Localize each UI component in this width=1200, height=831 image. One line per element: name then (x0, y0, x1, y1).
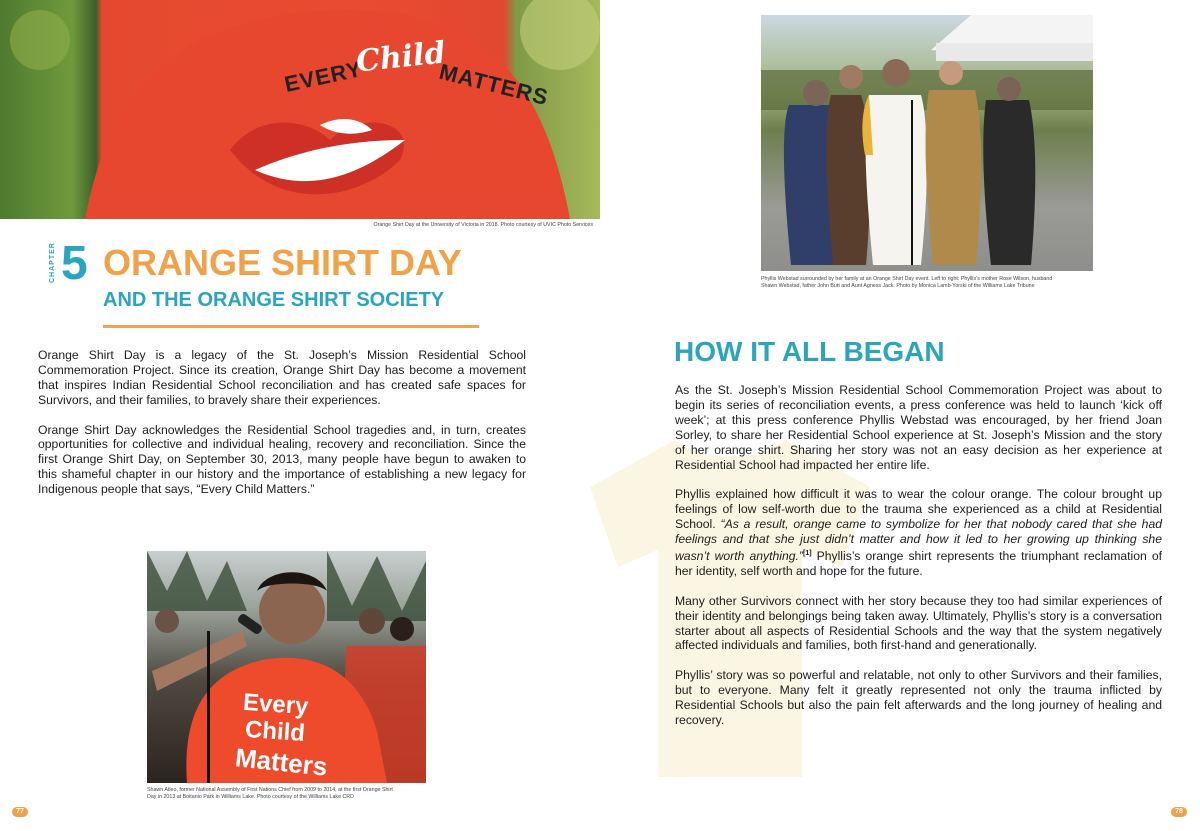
photo-orange-shirt-back (0, 0, 600, 219)
chapter-title: ORANGE SHIRT DAY (103, 242, 462, 283)
shirt-text-line-2: Child (244, 715, 306, 748)
chapter-label: CHAPTER (49, 242, 56, 283)
photo3-caption: Shawn Atleo, former National Assembly of First Nations Chief from 2009 to 2014, at the first Orange Shirt Day in 2013 at Boitanio Park in Williams Lake. Photo courtesy of the Williams Lake CRD (147, 787, 393, 801)
phyllis-quote: “As a result, orange came to symbolize for her that nobody cared that she had feelings and that she just didn’t matter and how it led to her growing up thinking she wasn’t worth anything.” (675, 517, 1162, 564)
footnote-ref[interactable]: [1] (802, 549, 812, 557)
shirt-text-matters: MATTERS (436, 58, 552, 111)
section-heading: HOW IT ALL BEGAN (674, 336, 945, 367)
shirt-text-line-1: Every (242, 688, 310, 721)
photo-phyllis-family (761, 15, 1093, 271)
chapter-divider (103, 325, 479, 328)
shirt-text-child: Child (354, 35, 448, 80)
chapter-subtitle: AND THE ORANGE SHIRT SOCIETY (103, 289, 445, 311)
page-number-right: 78 (1171, 807, 1187, 817)
right-paragraph-2 (675, 487, 1162, 579)
left-body (38, 348, 526, 512)
right-paragraph-2-start: Phyllis explained how difficult it was to wear the colour orange. The colour brought up feelings of low self-worth due to the trauma she experienced as a child at Residential School. (675, 487, 1162, 532)
shirt-text-every: EVERY (282, 56, 365, 97)
shirt-text-line-3: Matters (233, 742, 329, 782)
right-body (675, 383, 1162, 743)
right-paragraph-2-end: Phyllis’s orange shirt represents the triumphant reclamation of her identity, self worth and hope for the future. (675, 549, 1162, 578)
right-paragraph-1: As the St. Joseph’s Mission Residential School Commemoration Project was about to begin its series of reconciliation events, a press conference was held to launch ‘kick off week’; at this press conference Phyllis Webstad was encouraged, by her friend Joan Sorley, to share her Residential School experience at St. Joseph’s Mission and the story of her orange shirt. Sharing her story was not an easy decision as her experience at Residential School had impacted her entire life. (675, 383, 1162, 472)
left-paragraph-2: Orange Shirt Day acknowledges the Residential School tragedies and, in turn, creates opportunities for collective and individual healing, recovery and reconciliation. Since the first Orange Shirt Day, on September 30, 2013, many people have begun to awaken to this shameful chapter in our history and the importance of establishing a new legacy for Indigenous people that says, “Every Child Matters.” (38, 422, 526, 497)
right-paragraph-3: Many other Survivors connect with her story because they too had similar experiences of their identity and belongings being taken away. Ultimately, Phyllis’s story is a conversation starter about all aspects of Residential Schools and the way that the system negatively affected individuals and families, both first-hand and generationally. (675, 593, 1162, 653)
right-paragraph-4: Phyllis’ story was so powerful and relatable, not only to other Survivors and their families, but to everyone. Many felt it greatly represented not only the trauma inflicted by Residential Schools but also the pain felt afterwards and the long journey of healing and recovery. (675, 668, 1162, 727)
photo-shawn-atleo (147, 551, 426, 783)
page-number-left: 77 (12, 807, 28, 817)
chapter-number: 5 (61, 237, 88, 290)
left-paragraph-1: Orange Shirt Day is a legacy of the St. Joseph’s Mission Residential School Commemoration Project. Since its creation, Orange Shirt Day has become a movement that inspires Indian Residential School reconciliation and has created safe spaces for Survivors, and their families, to bravely share their experiences. (38, 348, 526, 407)
photo1-caption: Orange Shirt Day at the University of Victoria in 2018. Photo courtesy of UVIC Photo Services (373, 222, 593, 228)
photo2-caption: Phyllis Webstad surrounded by her family at an Orange Shirt Day event. Left to right: Phyllis’s mother Rose Wilson, husband Shawn Webstad, father John Butt and Aunt Agness Jack. Photo by Monica Lamb-Yorski of the Williams Lake Tribune (761, 276, 1053, 290)
